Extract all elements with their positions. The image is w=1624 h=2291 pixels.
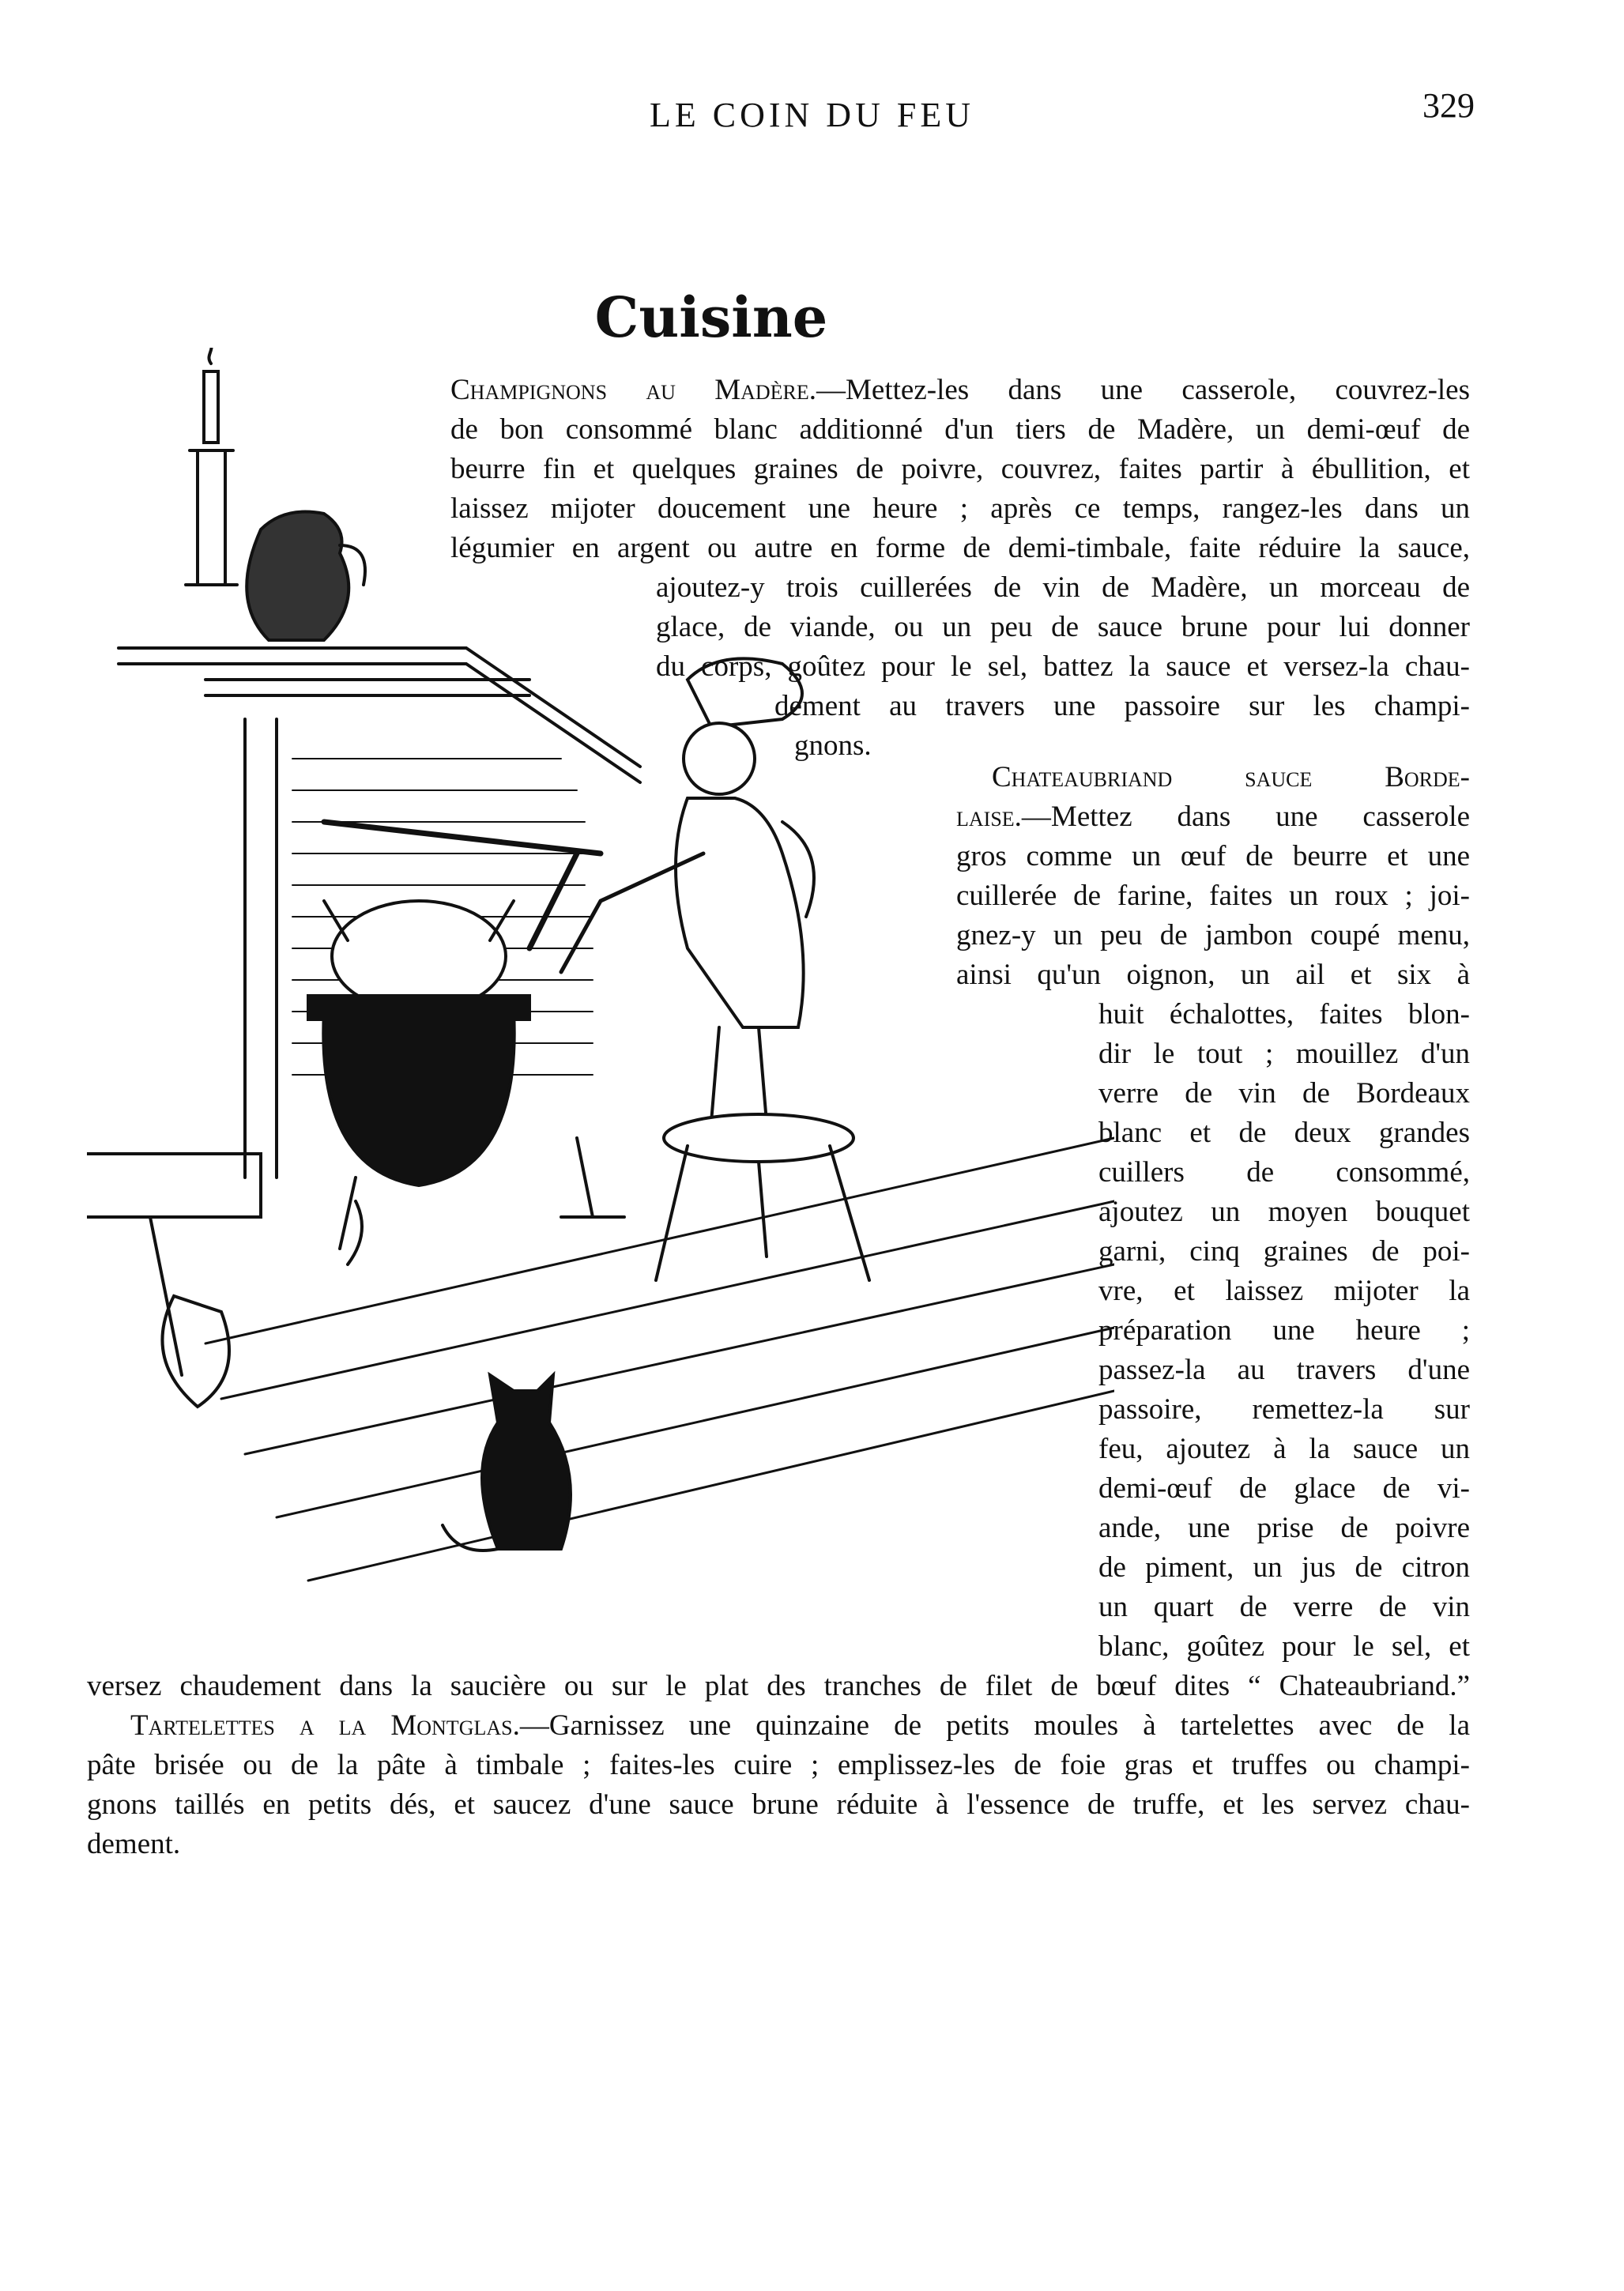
recipe2-heading-end: laise. (956, 801, 1022, 833)
recipe3-line-1 (130, 1707, 1470, 1745)
recipe3-line-4: dement. (87, 1828, 181, 1860)
recipe1-line-7: glace, de viande, ou un peu de sauce brune pour lui donner (656, 611, 1470, 643)
recipe2-line-12: garni, cinq graines de poi- (1098, 1235, 1470, 1268)
recipe2-line-13: vre, et laissez mijoter la (1098, 1275, 1470, 1307)
recipe3-line-3: gnons taillés en petits dés, et saucez d'une sauce brune réduite à l'essence de truffe, et les servez chau- (87, 1788, 1470, 1821)
recipe2-line-22: blanc, goûtez pour le sel, et (1098, 1630, 1470, 1663)
cat-icon (443, 1375, 571, 1551)
cauldron-icon (308, 901, 529, 1185)
recipe1-line-8: du corps, goûtez pour le sel, battez la sauce et versez-la chau- (656, 650, 1470, 683)
recipe2-line-17: feu, ajoutez à la sauce un (1098, 1433, 1470, 1465)
recipe2-line-7: dir le tout ; mouillez d'un (1098, 1038, 1470, 1070)
recipe2-heading-line-1: Chateaubriand sauce Borde- (992, 761, 1470, 793)
recipe1-line-6: ajoutez-y trois cuillerées de vin de Madère, un morceau de (656, 571, 1470, 604)
recipe2-line-9: blanc et de deux grandes (1098, 1117, 1470, 1149)
recipe2-line-8: verre de vin de Bordeaux (1098, 1077, 1470, 1110)
recipe2-line-3: cuillerée de farine, faites un roux ; joi- (956, 880, 1470, 912)
recipe1-line-9: dement au travers une passoire sur les champi- (774, 690, 1470, 722)
recipe2-line-19: ande, une prise de poivre (1098, 1512, 1470, 1544)
recipe2-line-2: gros comme un œuf de beurre et une (956, 840, 1470, 872)
recipe2-line-11: ajoutez un moyen bouquet (1098, 1196, 1470, 1228)
recipe2-line-5: ainsi qu'un oignon, un ail et six à (956, 959, 1470, 991)
recipe2-line-6: huit échalottes, faites blon- (1098, 998, 1470, 1031)
jug-icon (247, 512, 365, 641)
recipe2-line-1 (956, 798, 1470, 836)
recipe1-line-5: légumier en argent ou autre en forme de demi-timbale, faite réduire la sauce, (450, 532, 1470, 564)
recipe3-heading: Tartelettes a la Montglas. (130, 1709, 520, 1742)
recipe2-line-14: préparation une heure ; (1098, 1314, 1470, 1347)
page-title: Cuisine (594, 284, 828, 350)
recipe2-text: —Mettez dans une casserole (1021, 801, 1470, 833)
recipe2-line-10: cuillers de consommé, (1098, 1156, 1470, 1189)
recipe1-line-2: de bon consommé blanc additionné d'un tiers de Madère, un demi-œuf de (450, 413, 1470, 446)
running-head: LE COIN DU FEU (650, 96, 974, 134)
recipe1-line-3: beurre fin et quelques graines de poivre, couvrez, faites partir à ébullition, et (450, 453, 1470, 485)
recipe3-line-2: pâte brisée ou de la pâte à timbale ; faites-les cuire ; emplissez-les de foie gras et truffes ou champi- (87, 1749, 1470, 1781)
page-number: 329 (1422, 86, 1475, 125)
recipe1-text: —Mettez-les dans une casserole, couvrez-les (816, 374, 1470, 406)
recipe2-line-20: de piment, un jus de citron (1098, 1551, 1470, 1584)
recipe2-line-23: versez chaudement dans la saucière ou sur le plat des tranches de filet de bœuf dites “ Chateaubriand.” (87, 1670, 1470, 1702)
recipe1-line-4: laissez mijoter doucement une heure ; après ce temps, rangez-les dans un (450, 492, 1470, 525)
recipe1-heading: Champignons au Madère. (450, 374, 817, 406)
child-cook-figure (561, 658, 814, 1122)
recipe3-text: —Garnissez une quinzaine de petits moules à tartelettes avec de la (519, 1709, 1470, 1742)
recipe1-line-10: gnons. (794, 729, 872, 762)
recipe2-line-18: demi-œuf de glace de vi- (1098, 1472, 1470, 1505)
recipe1-line-1 (450, 371, 1470, 409)
recipe2-line-16: passoire, remettez-la sur (1098, 1393, 1470, 1426)
recipe2-line-4: gnez-y un peu de jambon coupé menu, (956, 919, 1470, 951)
recipe2-line-21: un quart de verre de vin (1098, 1591, 1470, 1623)
stool-icon (656, 1114, 869, 1280)
candle-icon (186, 348, 237, 585)
recipe2-line-15: passez-la au travers d'une (1098, 1354, 1470, 1386)
